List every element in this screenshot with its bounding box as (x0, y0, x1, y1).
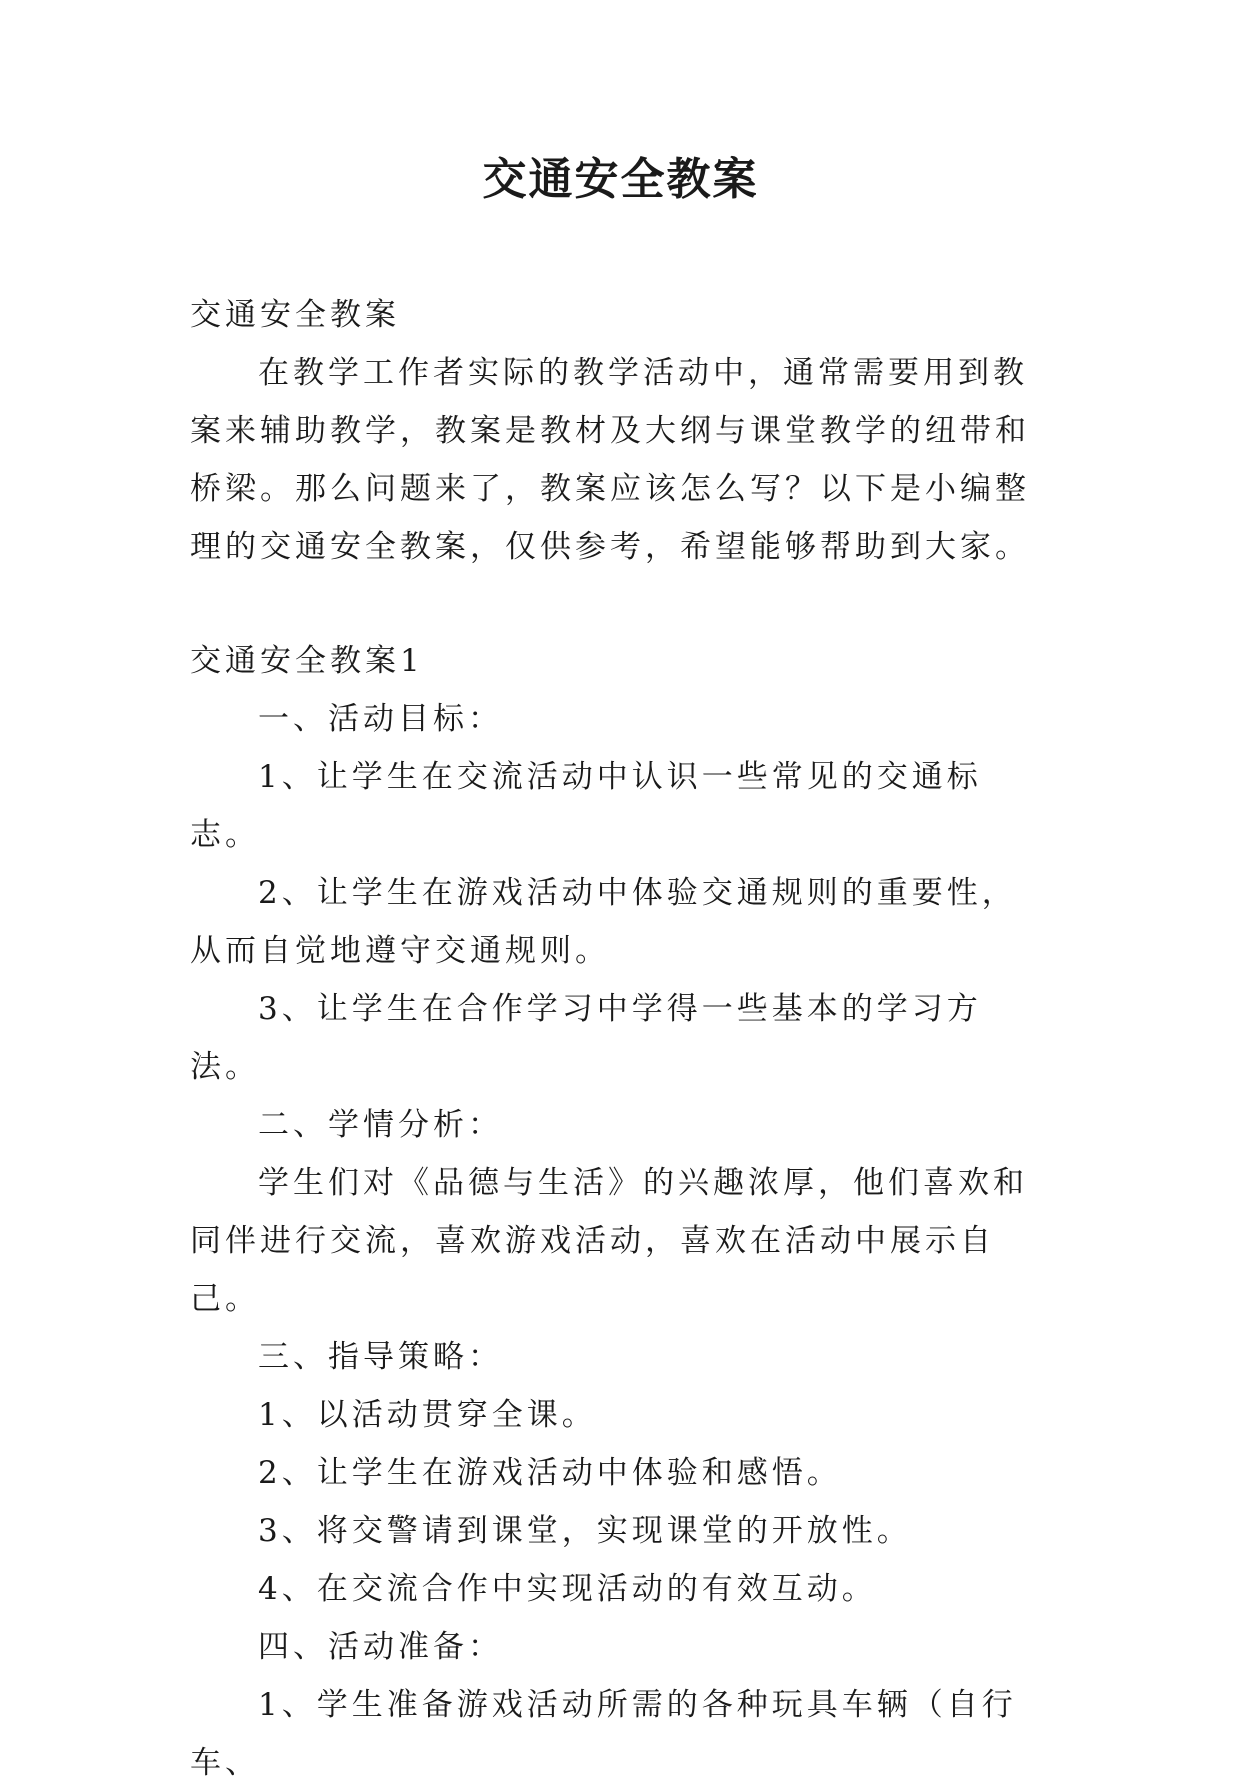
analysis-paragraph: 学生们对《品德与生活》的兴趣浓厚，他们喜欢和同伴进行交流，喜欢游戏活动，喜欢在活动中展示自己。 (190, 1165, 1028, 1317)
goal-item-3: 3、让学生在合作学习中学得一些基本的学习方法。 (190, 991, 982, 1085)
strategy-item-3: 3、将交警请到课堂，实现课堂的开放性。 (258, 1513, 912, 1549)
document-body (190, 286, 1050, 1792)
prep-heading: 四、活动准备： (258, 1629, 503, 1665)
prep-item-1: 1、学生准备游戏活动所需的各种玩具车辆（自行车、 (190, 1687, 1017, 1781)
strategy-item-1: 1、以活动贯穿全课。 (258, 1397, 597, 1433)
document-title: 交通安全教案 (482, 154, 759, 205)
strategy-item-4: 4、在交流合作中实现活动的有效互动。 (258, 1571, 877, 1607)
goal-heading: 一、活动目标： (258, 701, 503, 737)
analysis-heading: 二、学情分析： (258, 1107, 503, 1143)
strategy-item-2: 2、让学生在游戏活动中体验和感悟。 (258, 1455, 842, 1491)
document-subtitle: 交通安全教案 (190, 297, 400, 333)
strategy-heading: 三、指导策略： (258, 1339, 503, 1375)
section-title: 交通安全教案1 (190, 643, 424, 679)
goal-item-1: 1、让学生在交流活动中认识一些常见的交通标志。 (190, 759, 982, 853)
intro-paragraph: 在教学工作者实际的教学活动中，通常需要用到教案来辅助教学，教案是教材及大纲与课堂教学的纽带和桥梁。那么问题来了，教案应该怎么写？以下是小编整理的交通安全教案，仅供参考，希望能够帮助到大家。 (190, 355, 1030, 565)
goal-item-2: 2、让学生在游戏活动中体验交通规则的重要性，从而自觉地遵守交通规则。 (190, 875, 1017, 969)
